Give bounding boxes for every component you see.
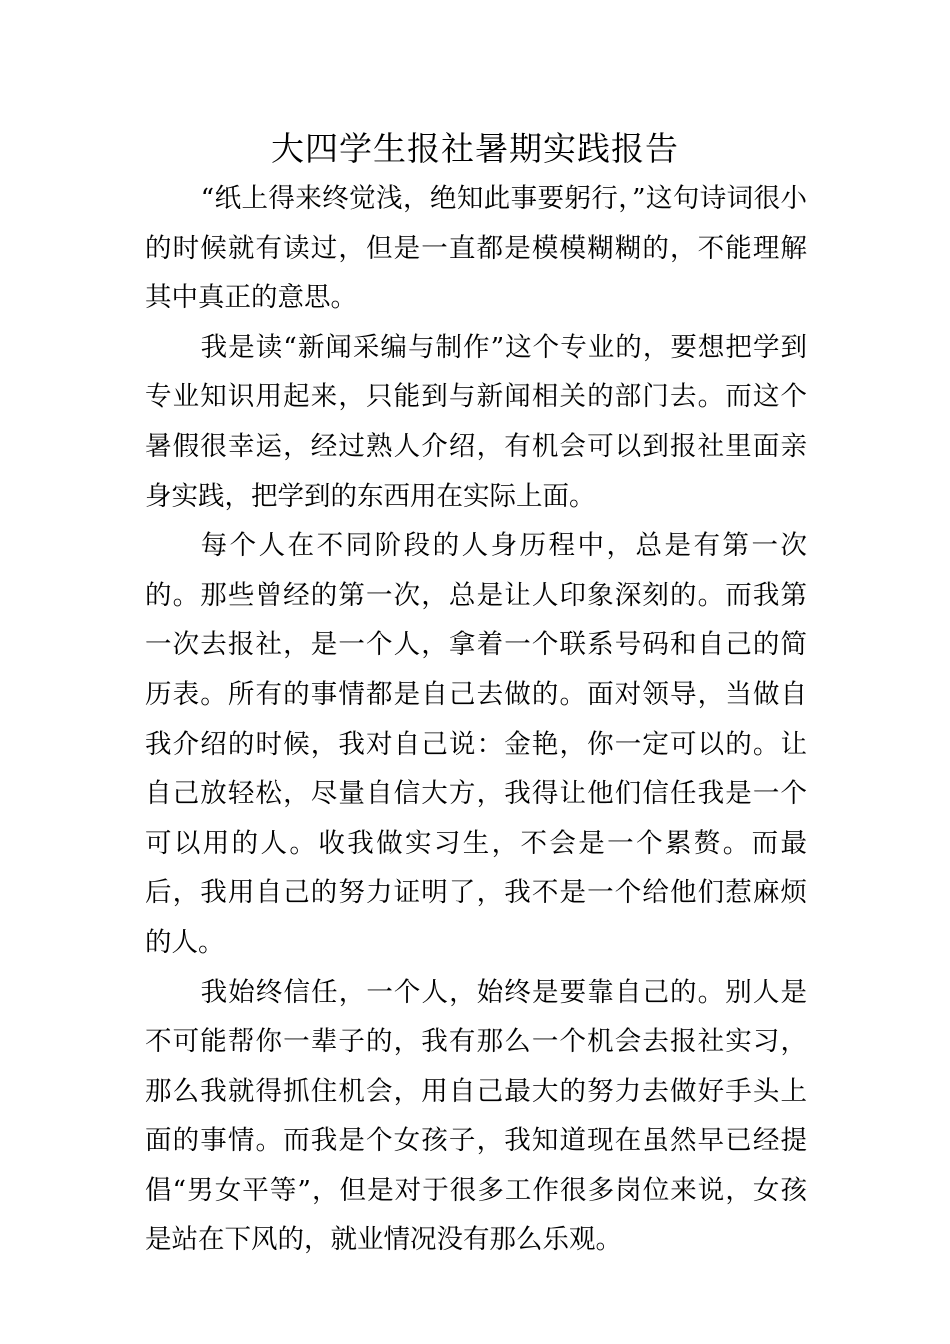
paragraph: 我始终信任，一个人，始终是要靠自己的。别人是不可能帮你一辈子的，我有那么一个机会去报社实习，那么我就得抓住机会，用自己最大的努力去做好手头上面的事情。而我是个女孩子，我知道现在虽然早已经提倡“男女平等”，但是对于很多工作很多岗位来说，女孩是站在下风的，就业情况没有那么乐观。 [145,976,807,1256]
document-title: 大四学生报社暑期实践报告 [271,129,679,168]
paragraph: 每个人在不同阶段的人身历程中，总是有第一次的。那些曾经的第一次，总是让人印象深刻的。而我第一次去报社，是一个人，拿着一个联系号码和自己的简历表。所有的事情都是自己去做的。面对领导，当做自我介绍的时候，我对自己说：金艳，你一定可以的。让自己放轻松，尽量自信大方，我得让他们信任我是一个可以用的人。收我做实习生，不会是一个累赘。而最后，我用自己的努力证明了，我不是一个给他们惹麻烦的人。 [145,530,807,958]
paragraph: “纸上得来终觉浅，绝知此事要躬行，”这句诗词很小的时候就有读过，但是一直都是模模糊糊的，不能理解其中真正的意思。 [145,183,807,314]
document-body [145,174,807,1265]
paragraph: 我是读“新闻采编与制作”这个专业的，要想把学到专业知识用起来，只能到与新闻相关的部门去。而这个暑假很幸运，经过熟人介绍，有机会可以到报社里面亲身实践，把学到的东西用在实际上面。 [145,331,807,512]
